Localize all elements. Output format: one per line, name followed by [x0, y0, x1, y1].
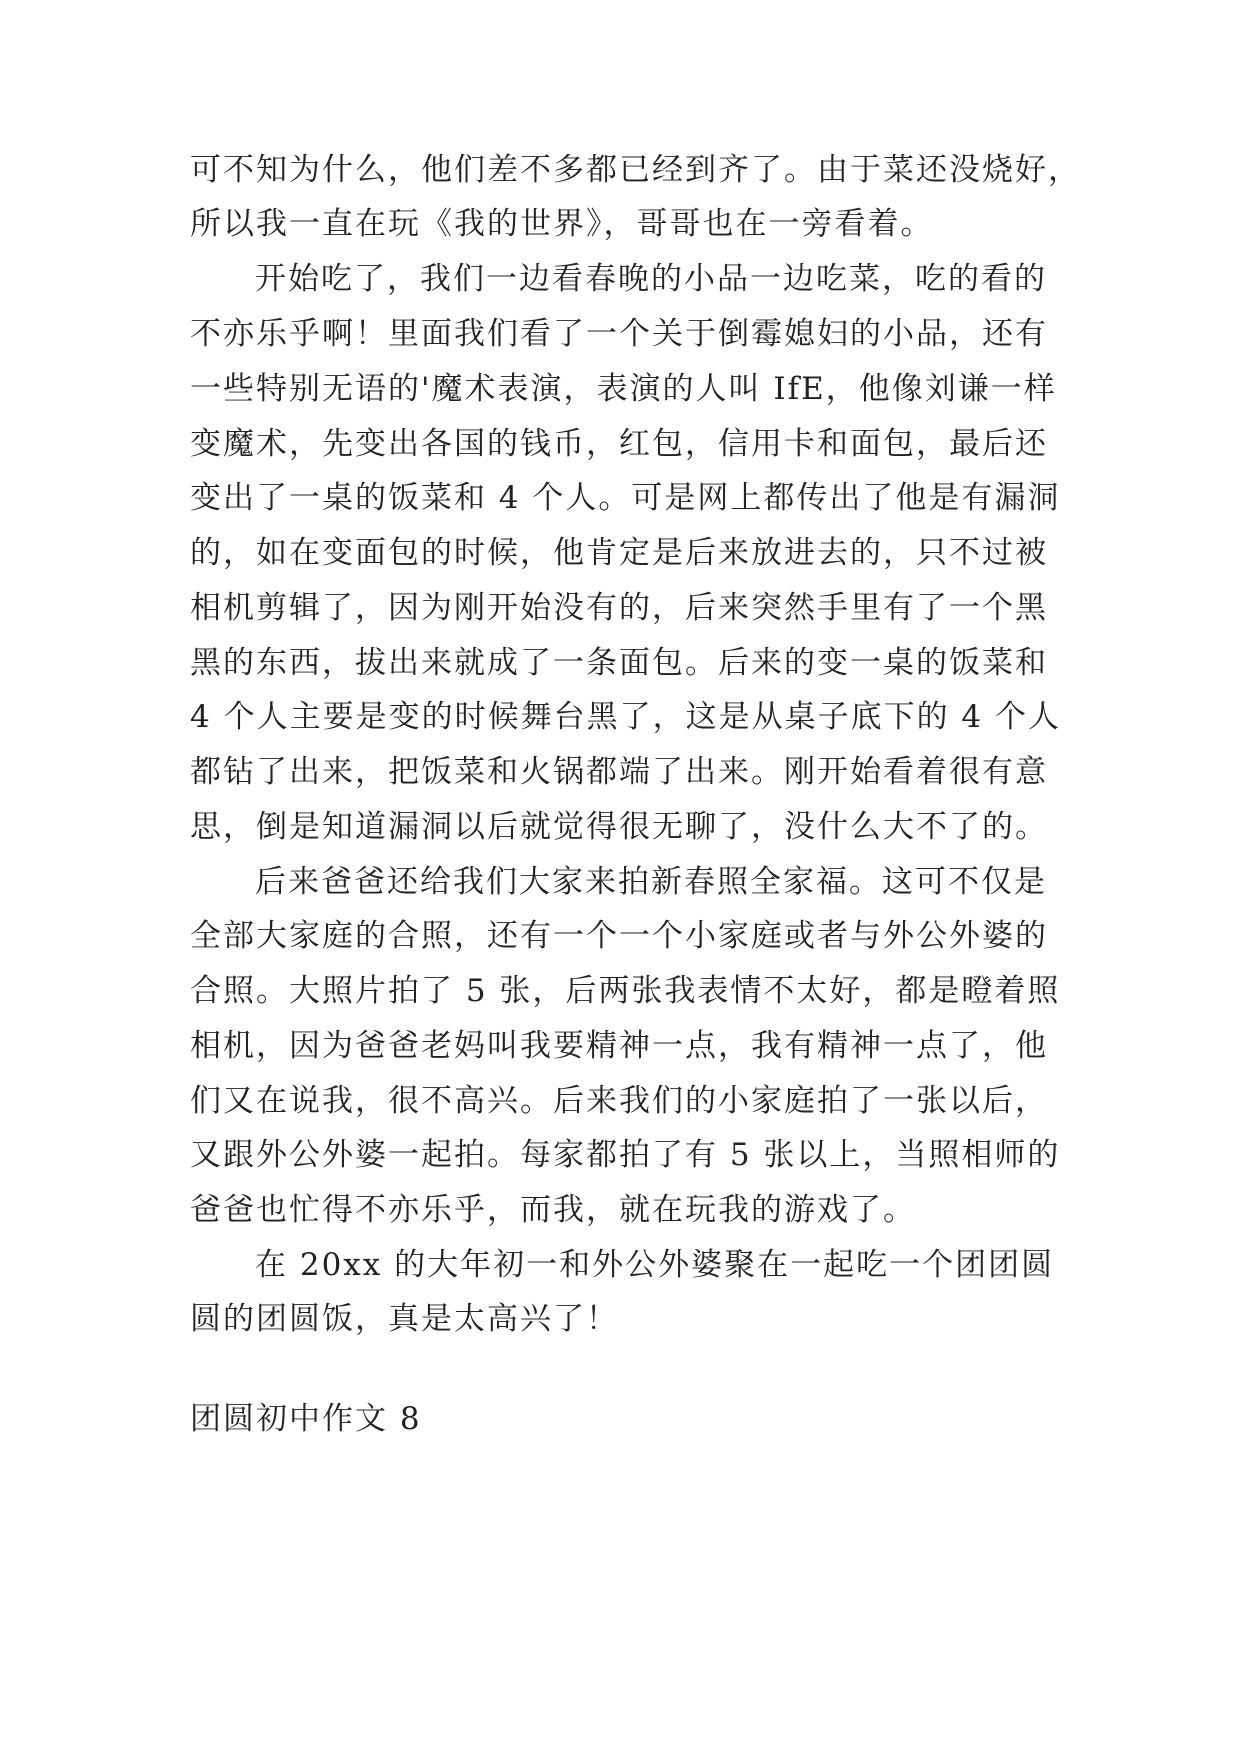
text-line: 一些特别无语的'魔术表演，表演的人叫 IfE，他像刘谦一样 — [190, 371, 1057, 407]
text-line: 们又在说我，很不高兴。后来我们的小家庭拍了一张以后， — [190, 1083, 1048, 1119]
text-line: 后来爸爸还给我们大家来拍新春照全家福。这可不仅是 — [255, 864, 1047, 900]
text-line: 所以我一直在玩《我的世界》，哥哥也在一旁看着。 — [190, 206, 934, 242]
text-line: 可不知为什么，他们差不多都已经到齐了。由于菜还没烧好， — [190, 152, 1081, 188]
text-line: 都钻了出来，把饭菜和火锅都端了出来。刚开始看着很有意 — [190, 754, 1048, 790]
text-line: 爸爸也忙得不亦乐乎，而我，就在玩我的游戏了。 — [190, 1192, 916, 1228]
text-line: 在 20xx 的大年初一和外公外婆聚在一起吃一个团团圆 — [255, 1247, 1055, 1283]
text-line: 4 个人主要是变的时候舞台黑了，这是从桌子底下的 4 个人 — [190, 699, 1062, 735]
text-line: 相机剪辑了，因为刚开始没有的，后来突然手里有了一个黑 — [190, 590, 1048, 626]
text-line: 相机，因为爸爸老妈叫我要精神一点，我有精神一点了，他 — [190, 1028, 1048, 1064]
text-line: 变出了一桌的饭菜和 4 个人。可是网上都传出了他是有漏洞 — [190, 480, 1061, 516]
text-line: 思，倒是知道漏洞以后就觉得很无聊了，没什么大不了的。 — [190, 809, 1048, 845]
text-line: 合照。大照片拍了 5 张，后两张我表情不太好，都是瞪着照 — [190, 973, 1061, 1009]
text-line: 不亦乐乎啊！里面我们看了一个关于倒霉媳妇的小品，还有 — [190, 316, 1048, 352]
section-heading: 团圆初中作文 8 — [190, 1401, 422, 1437]
text-line: 又跟外公外婆一起拍。每家都拍了有 5 张以上，当照相师的 — [190, 1137, 1061, 1173]
text-line: 黑的东西，拔出来就成了一条面包。后来的变一桌的饭菜和 — [190, 645, 1048, 681]
text-line: 开始吃了，我们一边看春晚的小品一边吃菜，吃的看的 — [255, 261, 1047, 297]
text-line: 全部大家庭的合照，还有一个一个小家庭或者与外公外婆的 — [190, 918, 1048, 954]
text-line: 圆的团圆饭，真是太高兴了！ — [190, 1301, 619, 1337]
text-line: 变魔术，先变出各国的钱币，红包，信用卡和面包，最后还 — [190, 426, 1048, 462]
text-line: 的，如在变面包的时候，他肯定是后来放进去的，只不过被 — [190, 535, 1048, 571]
